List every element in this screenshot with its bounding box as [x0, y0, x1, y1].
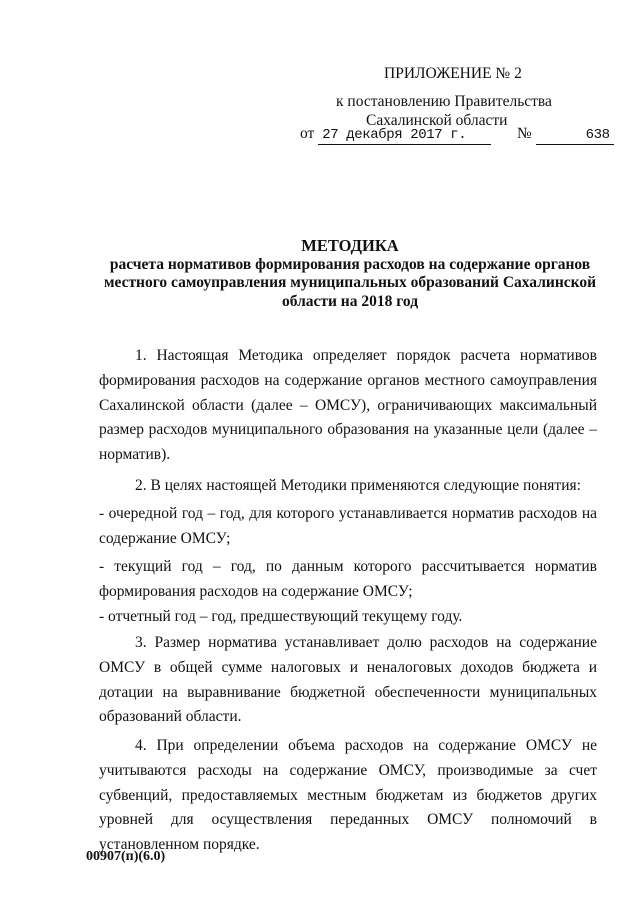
document-title: МЕТОДИКА [301, 236, 399, 255]
paragraph-4: - текущий год – год, по данным которого рассчитывается норматив формирования расходов на содержание ОМСУ; [99, 558, 597, 600]
decree-date-line [300, 125, 614, 145]
number-sign: № [516, 125, 532, 142]
document-subtitle-line-2: местного самоуправления муниципальных образований Сахалинской [103, 274, 597, 291]
decree-date: 27 декабря 2017 г. [318, 126, 491, 145]
paragraph-3: - очередной год – год, для которого устанавливается норматив расходов на содержание ОМСУ; [99, 505, 597, 547]
decree-reference: к постановлению Правительства [336, 93, 552, 110]
document-subtitle-line-3: области на 2018 год [281, 293, 419, 310]
document-code: 00907(п)(6.0) [86, 849, 166, 864]
date-prefix: от [300, 125, 315, 142]
paragraph-6: 3. Размер норматива устанавливает долю расходов на содержание ОМСУ в общей сумме налоговых и неналоговых доходов бюджета и дотации на выравнивание бюджетной обеспеченности муниципальных образований области. [99, 634, 597, 726]
paragraph-5: - отчетный год – год, предшествующий текущему году. [99, 608, 463, 625]
paragraph-1: 1. Настоящая Методика определяет порядок расчета нормативов формирования расходов на содержание органов местного самоуправления Сахалинской области (далее – ОМСУ), ограничивающих максимальный размер расходов муниципального образования на указанные цели (далее – норматив). [99, 347, 597, 464]
region-name: Сахалинской области [366, 112, 508, 129]
appendix-title: ПРИЛОЖЕНИЕ № 2 [384, 65, 522, 82]
paragraph-2: 2. В целях настоящей Методики применяются следующие понятия: [135, 477, 581, 494]
document-subtitle-line-1: расчета нормативов формирования расходов на содержание органов [109, 256, 591, 273]
decree-number: 638 [536, 126, 614, 145]
paragraph-7: 4. При определении объема расходов на содержание ОМСУ не учитываются расходы на содержание ОМСУ, производимые за счет субвенций, предоставляемых местным бюджетам из бюджетов других уровней для осуществления переданных ОМСУ полномочий в установленном порядке. [99, 737, 597, 854]
